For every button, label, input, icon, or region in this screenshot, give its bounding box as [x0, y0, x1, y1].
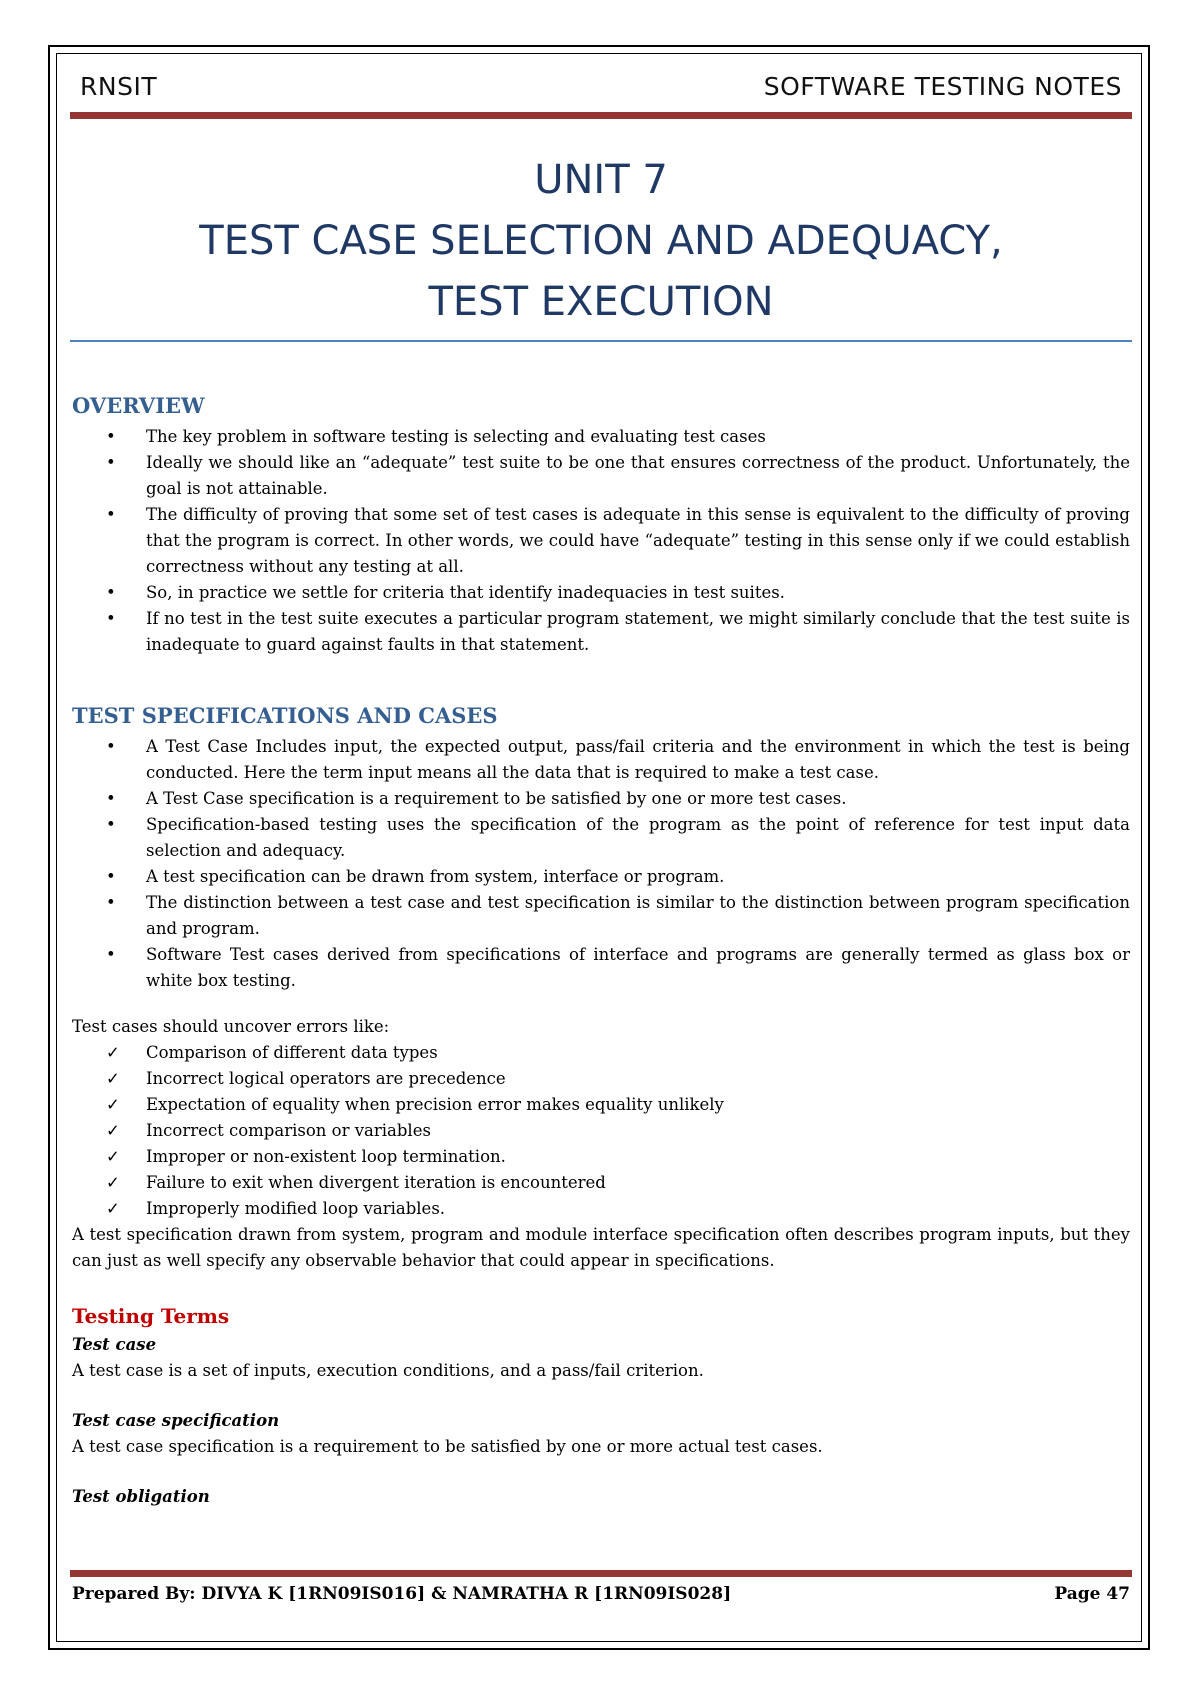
- overview-list: [72, 424, 1130, 658]
- checkmark-icon: ✓: [106, 1199, 120, 1218]
- checkmark-icon: ✓: [106, 1069, 120, 1088]
- bullet-icon: •: [106, 737, 116, 756]
- list-item: • The difficulty of proving that some set of test cases is adequate in this sense is equivalent to the difficulty of proving that the program is correct. In other words, we could have “adequate” testing in this sense only if we could establish correctness without any testing at all.: [72, 502, 1130, 580]
- term-title: Test case specification: [72, 1411, 280, 1430]
- bullet-icon: •: [106, 867, 116, 886]
- header-right: SOFTWARE TESTING NOTES: [763, 72, 1122, 101]
- checkmark-icon: ✓: [106, 1095, 120, 1114]
- bullet-icon: •: [106, 453, 116, 472]
- title-line-3: TEST EXECUTION: [428, 279, 774, 325]
- bullet-icon: •: [106, 789, 116, 808]
- list-item: • A Test Case Includes input, the expected output, pass/fail criteria and the environment in which the test is being conducted. Here the term input means all the data that is required to make a test case.: [72, 734, 1130, 786]
- list-item: • Specification-based testing uses the specification of the program as the point of reference for test input data selection and adequacy.: [72, 812, 1130, 864]
- overview-heading: OVERVIEW: [72, 393, 205, 418]
- bullet-icon: •: [106, 609, 116, 628]
- bullet-icon: •: [106, 427, 116, 446]
- list-item: ✓ Improper or non-existent loop termination.: [72, 1144, 1130, 1170]
- checkmark-icon: ✓: [106, 1043, 120, 1062]
- bullet-icon: •: [106, 583, 116, 602]
- checkmark-icon: ✓: [106, 1121, 120, 1140]
- term-body: A test case is a set of inputs, execution conditions, and a pass/fail criterion.: [72, 1361, 704, 1380]
- list-item: ✓ Improperly modified loop variables.: [72, 1196, 1130, 1222]
- title-line-1: UNIT 7: [534, 157, 668, 203]
- list-item: • A test specification can be drawn from system, interface or program.: [72, 864, 1130, 890]
- term-body: A test case specification is a requirement to be satisfied by one or more actual test cases.: [72, 1437, 823, 1456]
- list-item: ✓ Comparison of different data types: [72, 1040, 1130, 1066]
- content: [72, 390, 1130, 1510]
- list-item: ✓ Expectation of equality when precision error makes equality unlikely: [72, 1092, 1130, 1118]
- terms-heading: Testing Terms: [72, 1304, 230, 1328]
- bullet-icon: •: [106, 505, 116, 524]
- title-rule: [70, 340, 1132, 342]
- page-number: Page 47: [1054, 1584, 1130, 1604]
- page-footer: [72, 1584, 1130, 1604]
- list-item: • Software Test cases derived from specifications of interface and programs are generally termed as glass box or white box testing.: [72, 942, 1130, 994]
- list-item: • A Test Case specification is a requirement to be satisfied by one or more test cases.: [72, 786, 1130, 812]
- list-item: • If no test in the test suite executes a particular program statement, we might similarly conclude that the test suite is inadequate to guard against faults in that statement.: [72, 606, 1130, 658]
- list-item: ✓ Failure to exit when divergent iteration is encountered: [72, 1170, 1130, 1196]
- errors-list: [72, 1040, 1130, 1222]
- header-rule: [70, 112, 1132, 119]
- checkmark-icon: ✓: [106, 1147, 120, 1166]
- header-left: RNSIT: [80, 72, 158, 101]
- title-line-2: TEST CASE SELECTION AND ADEQUACY,: [199, 218, 1003, 264]
- list-item: ✓ Incorrect comparison or variables: [72, 1118, 1130, 1144]
- specs-list: [72, 734, 1130, 994]
- list-item: • So, in practice we settle for criteria that identify inadequacies in test suites.: [72, 580, 1130, 606]
- bullet-icon: •: [106, 815, 116, 834]
- list-item: • Ideally we should like an “adequate” test suite to be one that ensures correctness of the product. Unfortunately, the goal is not attainable.: [72, 450, 1130, 502]
- term-title: Test obligation: [72, 1487, 210, 1506]
- footer-rule: [70, 1570, 1132, 1577]
- term-title: Test case: [72, 1335, 157, 1354]
- specs-heading: TEST SPECIFICATIONS AND CASES: [72, 703, 498, 728]
- list-item: • The key problem in software testing is selecting and evaluating test cases: [72, 424, 1130, 450]
- checkmark-icon: ✓: [106, 1173, 120, 1192]
- specs-closing: A test specification drawn from system, program and module interface specification often describes program inputs, but they can just as well specify any observable behavior that could appear in specifications.: [72, 1225, 1130, 1270]
- list-item: • The distinction between a test case and test specification is similar to the distinction between program specification and program.: [72, 890, 1130, 942]
- footer-author: Prepared By: DIVYA K [1RN09IS016] & NAMRATHA R [1RN09IS028]: [72, 1584, 732, 1604]
- bullet-icon: •: [106, 893, 116, 912]
- page-header: [70, 72, 1130, 112]
- document-title: [70, 150, 1132, 333]
- bullet-icon: •: [106, 945, 116, 964]
- errors-intro: Test cases should uncover errors like:: [72, 1017, 390, 1036]
- list-item: ✓ Incorrect logical operators are precedence: [72, 1066, 1130, 1092]
